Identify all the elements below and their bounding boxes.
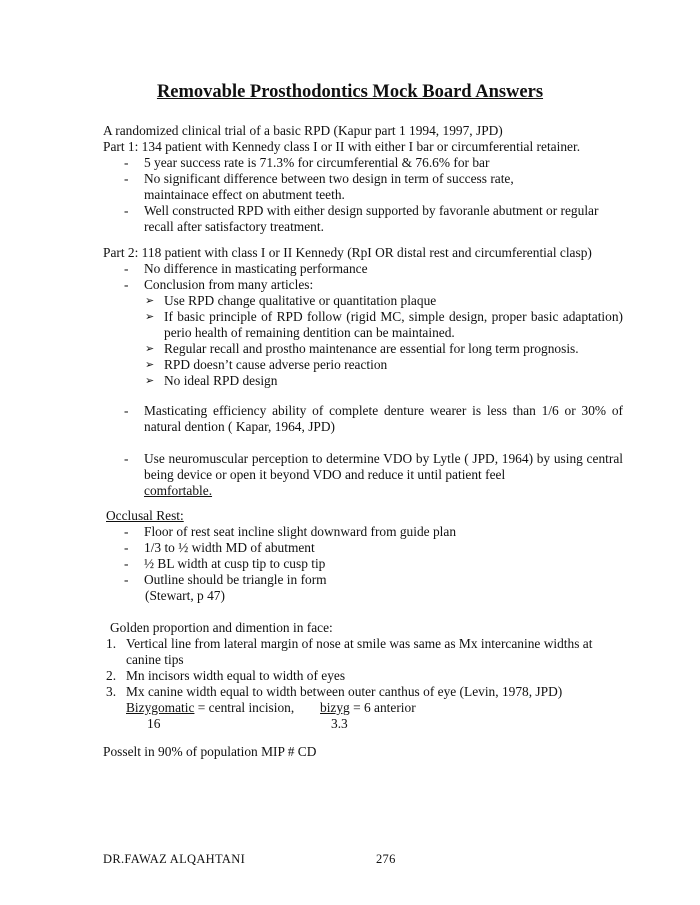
- dash-bullet: -: [124, 403, 129, 418]
- arrow-bullet-icon: ➢: [145, 343, 155, 355]
- occlusal-rest-section: [103, 508, 623, 604]
- list-item: - Outline should be triangle in form: [124, 572, 327, 587]
- dash-bullet: -: [124, 556, 129, 571]
- list-item: - Floor of rest seat incline slight downward from guide plan: [124, 524, 457, 539]
- dash-bullet: -: [124, 451, 129, 466]
- vdo-section: [103, 451, 623, 499]
- list-item: ➢ No ideal RPD design: [145, 373, 278, 388]
- list-item: - 1/3 to ½ width MD of abutment: [124, 540, 315, 555]
- posselt-line: Posselt in 90% of population MIP # CD: [103, 744, 317, 759]
- fraction-numerators: [103, 700, 623, 716]
- list-item: ➢ If basic principle of RPD follow (rigid MC, simple design, proper basic adaptation) perio health of remaining dentition can be maintained.: [145, 309, 623, 340]
- numbered-item: 2. Mn incisors width equal to width of eyes: [106, 668, 346, 683]
- arrow-bullet-icon: ➢: [145, 359, 155, 371]
- list-item: ➢ RPD doesn’t cause adverse perio reaction: [145, 357, 388, 372]
- dash-bullet: -: [124, 540, 129, 555]
- list-item: - ½ BL width at cusp tip to cusp tip: [124, 556, 326, 571]
- list-item: - No difference in masticating performance: [124, 261, 368, 276]
- list-item: ➢ Use RPD change qualitative or quantitation plaque: [145, 293, 437, 308]
- list-item: - Masticating efficiency ability of complete denture wearer is less than 1/6 or 30% of natural dention ( Kapar, 1964, JPD): [124, 403, 623, 434]
- arrow-bullet-icon: ➢: [145, 311, 155, 323]
- list-item: - No significant difference between two design in term of success rate, maintainace effect on abutment teeth.: [124, 171, 514, 202]
- arrow-bullet-icon: ➢: [145, 375, 155, 387]
- list-item: - Conclusion from many articles:: [124, 277, 314, 292]
- page-title: Removable Prosthodontics Mock Board Answers: [156, 82, 544, 102]
- part1-heading: Part 1: 134 patient with Kennedy class I or II with either I bar or circumferential retainer.: [103, 139, 581, 154]
- occlusal-reference: (Stewart, p 47): [145, 588, 225, 603]
- part2-section: [103, 245, 623, 389]
- dash-bullet: -: [124, 261, 129, 276]
- fraction-2: bizyg = 6 anterior: [320, 700, 416, 715]
- dash-bullet: -: [124, 203, 129, 218]
- fraction-2-denominator: 3.3: [331, 716, 348, 731]
- dash-bullet: -: [124, 171, 129, 186]
- numbered-item: 1. Vertical line from lateral margin of nose at smile was same as Mx intercanine widths at canine tips: [106, 636, 593, 667]
- footer-author: DR.FAWAZ ALQAHTANI: [103, 852, 246, 866]
- dash-bullet: -: [124, 277, 129, 292]
- dash-bullet: -: [124, 155, 129, 170]
- occlusal-heading: Occlusal Rest:: [106, 508, 184, 523]
- arrow-bullet-icon: ➢: [145, 295, 155, 307]
- list-item: - Use neuromuscular perception to determine VDO by Lytle ( JPD, 1964) by using central being device or open it beyond VDO and reduce it until patient feel comfortable.: [124, 451, 623, 498]
- part2-heading: Part 2: 118 patient with class I or II Kennedy (RpI OR distal rest and circumferential clasp): [103, 245, 592, 260]
- dash-bullet: -: [124, 524, 129, 539]
- list-item: - 5 year success rate is 71.3% for circumferential & 76.6% for bar: [124, 155, 490, 170]
- intro-line: A randomized clinical trial of a basic RPD (Kapur part 1 1994, 1997, JPD): [103, 123, 503, 138]
- list-item: ➢ Regular recall and prostho maintenance are essential for long term prognosis.: [145, 341, 579, 356]
- numbered-item: 3. Mx canine width equal to width between outer canthus of eye (Levin, 1978, JPD): [106, 684, 563, 699]
- masticating-section: [103, 403, 623, 435]
- posselt-section: [103, 744, 623, 760]
- fraction-denominators: [103, 716, 623, 732]
- golden-heading: Golden proportion and dimention in face:: [110, 620, 333, 635]
- part1-section: [103, 123, 623, 235]
- dash-bullet: -: [124, 572, 129, 587]
- fraction-1-denominator: 16: [147, 716, 161, 731]
- list-item: - Well constructed RPD with either design supported by favoranle abutment or regular recall after satisfactory treatment.: [124, 203, 599, 234]
- fraction-1: Bizygomatic = central incision,: [126, 700, 295, 715]
- golden-proportion-section: [103, 620, 623, 732]
- footer-page-number: 276: [376, 852, 396, 866]
